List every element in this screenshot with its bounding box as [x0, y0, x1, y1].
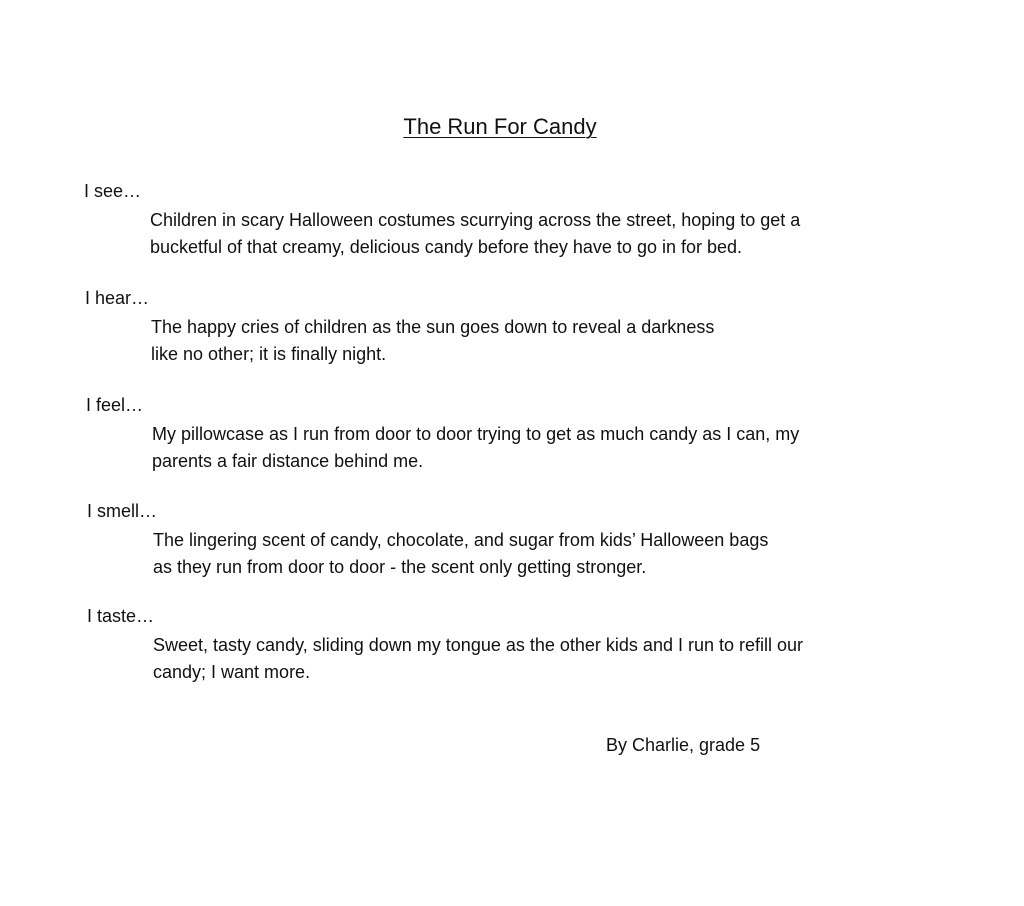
stanza-line: candy; I want more.	[153, 662, 311, 682]
stanza-line: My pillowcase as I run from door to door trying to get as much candy as I can, my	[152, 424, 800, 444]
stanza-line: bucketful of that creamy, delicious candy before they have to go in for bed.	[150, 237, 743, 257]
stanza-lead: I taste…	[87, 606, 155, 626]
stanza-lead: I smell…	[87, 501, 158, 521]
stanza-body	[86, 421, 799, 475]
stanza-smell	[87, 498, 768, 581]
stanza-body	[85, 314, 714, 368]
author-byline: By Charlie, grade 5	[606, 735, 761, 755]
stanza-lead: I see…	[84, 181, 142, 201]
stanza-lead: I feel…	[86, 395, 144, 415]
stanza-line: Sweet, tasty candy, sliding down my tongue as the other kids and I run to refill our	[153, 635, 804, 655]
stanza-line: like no other; it is finally night.	[151, 344, 387, 364]
stanza-taste	[87, 603, 803, 686]
poem-title: The Run For Candy	[403, 114, 597, 139]
stanza-lead: I hear…	[85, 288, 150, 308]
stanza-line: as they run from door to door - the scent only getting stronger.	[153, 557, 647, 577]
stanza-line: Children in scary Halloween costumes scurrying across the street, hoping to get a	[150, 210, 801, 230]
stanza-line: The happy cries of children as the sun goes down to reveal a darkness	[151, 317, 715, 337]
stanza-body	[84, 207, 800, 261]
stanza-line: parents a fair distance behind me.	[152, 451, 424, 471]
stanza-body	[87, 632, 803, 686]
stanza-see	[84, 178, 800, 261]
stanza-hear	[85, 285, 714, 368]
stanza-line: The lingering scent of candy, chocolate, and sugar from kids’ Halloween bags	[153, 530, 769, 550]
stanza-body	[87, 527, 768, 581]
stanza-feel	[86, 392, 799, 475]
